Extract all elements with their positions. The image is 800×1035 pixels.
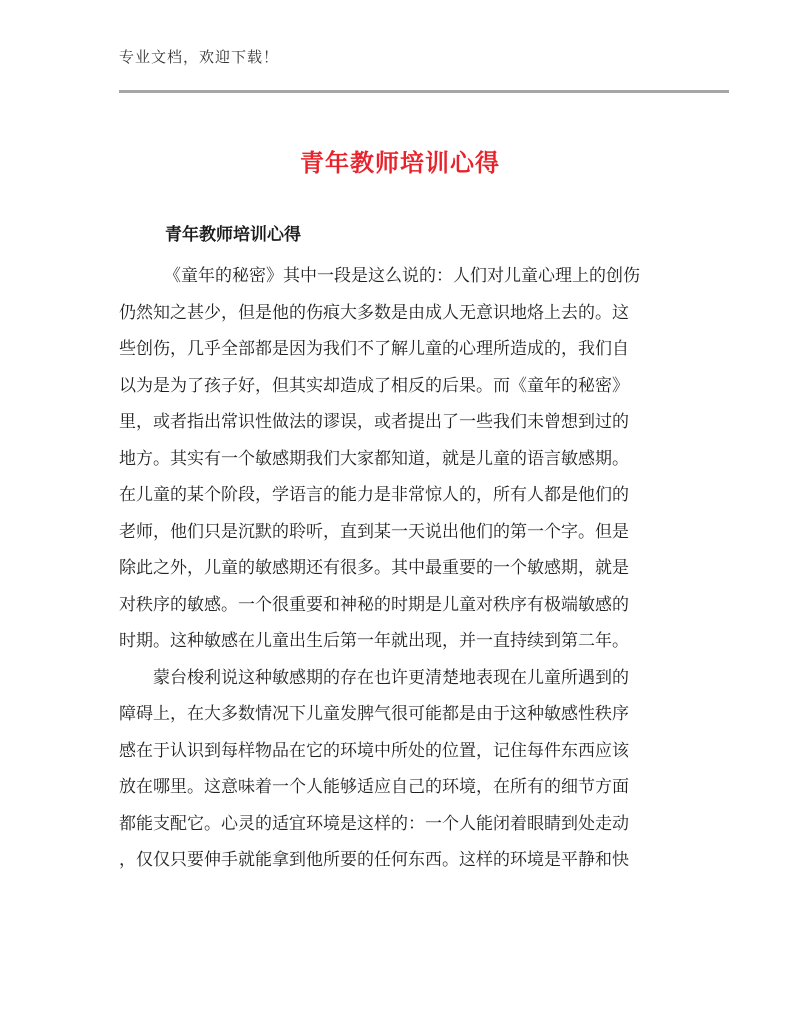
paragraph-line: 时期。这种敏感在儿童出生后第一年就出现，并一直持续到第二年。 xyxy=(119,631,629,651)
paragraph-line: ，仅仅只要伸手就能拿到他所要的任何东西。这样的环境是平静和快 xyxy=(119,850,629,870)
paragraph-line: 些创伤，几乎全部都是因为我们不了解儿童的心理所造成的，我们自 xyxy=(119,339,629,359)
paragraph-line: 感在于认识到每样物品在它的环境中所处的位置，记住每件东西应该 xyxy=(119,740,629,761)
body-text xyxy=(119,258,671,879)
paragraph-line: 除此之外，儿童的敏感期还有很多。其中最重要的一个敏感期，就是 xyxy=(119,558,629,578)
paragraph-line: 都能支配它。心灵的适宜环境是这样的：一个人能闭着眼睛到处走动 xyxy=(119,813,629,834)
paragraph-line: 对秩序的敏感。一个很重要和神秘的时期是儿童对秩序有极端敏感的 xyxy=(119,594,629,615)
paragraph-line: 放在哪里。这意味着一个人能够适应自己的环境，在所有的细节方面 xyxy=(119,777,629,797)
paragraph-line: 蒙台梭利说这种敏感期的存在也许更清楚地表现在儿童所遇到的 xyxy=(153,667,629,688)
document-title: 青年教师培训心得 xyxy=(300,149,500,177)
paragraph-line: 仍然知之甚少，但是他的伤痕大多数是由成人无意识地烙上去的。这 xyxy=(119,302,629,323)
paragraph-line: 里，或者指出常识性做法的谬误，或者提出了一些我们未曾想到过的 xyxy=(119,412,629,432)
paragraph-line: 在儿童的某个阶段，学语言的能力是非常惊人的，所有人都是他们的 xyxy=(119,485,629,505)
paragraph-line: 老师，他们只是沉默的聆听，直到某一天说出他们的第一个字。但是 xyxy=(119,521,629,542)
paragraph-line: 以为是为了孩子好，但其实却造成了相反的后果。而《童年的秘密》 xyxy=(119,375,629,396)
header-divider xyxy=(119,90,729,93)
document-subtitle: 青年教师培训心得 xyxy=(165,225,301,245)
paragraph-line: 《童年的秘密》其中一段是这么说的：人们对儿童心理上的创伤 xyxy=(164,266,640,286)
header-note: 专业文档，欢迎下载！ xyxy=(119,48,280,66)
paragraph-line: 障碍上，在大多数情况下儿童发脾气很可能都是由于这种敏感性秩序 xyxy=(119,704,629,724)
paragraph-line: 地方。其实有一个敏感期我们大家都知道，就是儿童的语言敏感期。 xyxy=(119,448,629,469)
